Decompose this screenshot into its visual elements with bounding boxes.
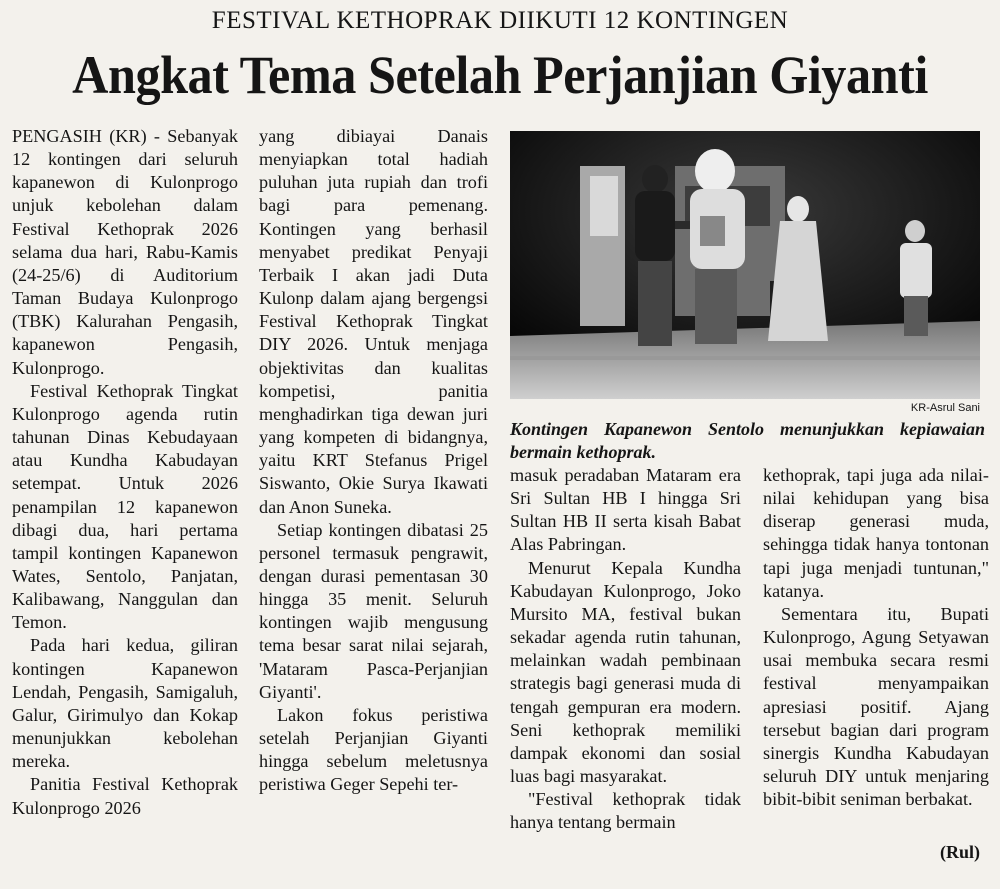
article-column-4 (763, 464, 989, 811)
paragraph: Festival Kethoprak Tingkat Kulonprogo agenda rutin tahunan Dinas Kebudayaan atau Kundha Kabudayan setempat. Untuk 2026 penampilan 12 kapanewon dibagi dua, hari pertama tampil kontingen Kapanewon Wates, Sentolo, Panjatan, Kalibawang, Nanggulan dan Temon. (12, 380, 238, 633)
paragraph: "Festival kethoprak tidak hanya tentang bermain (510, 789, 741, 833)
paragraph: yang dibiayai Danais menyiapkan total hadiah puluhan juta rupiah dan trofi bagi para pemenang. Kontingen yang berhasil menyabet predikat Penyaji Terbaik I akan jadi Duta Kulonp dalam ajang bergengsi Festival Kethoprak Tingkat DIY 2026. Untuk menjaga objektivitas dan kualitas kompetisi, panitia menghadirkan tiga dewan juri yang kompeten di bidangnya, yaitu KRT Stefanus Prigel Siswanto, Okie Surya Ikawati dan Anon Suneka. (259, 126, 488, 517)
paragraph: Menurut Kepala Kundha Kabudayan Kulonprogo, Joko Mursito MA, festival bukan sekadar agenda rutin tahunan, melainkan wadah pembinaan strategis bagi generasi muda di tengah gempuran era modern. Seni kethoprak memiliki dampak ekonomi dan sosial luas bagi masyarakat. (510, 557, 741, 787)
paragraph: masuk peradaban Mataram era Sri Sultan HB I hingga Sri Sultan HB II serta kisah Babat Alas Pabringan. (510, 465, 741, 555)
paragraph: Pada hari kedua, giliran kontingen Kapanewon Lendah, Pengasih, Samigaluh, Galur, Girimulyo dan Kokap menunjukkan kebolehan mereka. (12, 635, 238, 772)
stage-photo (510, 131, 980, 399)
stage-performance-image (510, 131, 980, 399)
article-column-2 (259, 125, 488, 797)
paragraph: Panitia Festival Kethoprak Kulonprogo 2026 (12, 774, 238, 818)
article-column-3 (510, 464, 741, 835)
paragraph: kethoprak, tapi juga ada nilai-nilai kehidupan yang bisa diserap generasi muda, sehingga tidak hanya tontonan tapi juga menjadi tuntunan," katanya. (763, 465, 989, 601)
paragraph: PENGASIH (KR) - Sebanyak 12 kontingen dari seluruh kapanewon di Kulonprogo unjuk kebolehan dalam Festival Kethoprak 2026 selama dua hari, Rabu-Kamis (24-25/6) di Auditorium Taman Budaya Kulonprogo (TBK) Kalurahan Pengasih, kapanewon Pengasih, Kulonprogo. (12, 126, 238, 378)
photo-caption: Kontingen Kapanewon Sentolo menunjukkan kepiawaian bermain kethoprak. (510, 419, 985, 462)
paragraph: Lakon fokus peristiwa setelah Perjanjian Giyanti hingga sebelum meletusnya peristiwa Geger Sepehi ter- (259, 704, 488, 795)
article-column-1 (12, 125, 238, 820)
article-headline: Angkat Tema Setelah Perjanjian Giyanti (72, 45, 928, 105)
photo-credit: KR-Asrul Sani (910, 402, 980, 414)
paragraph: Setiap kontingen dibatasi 25 personel termasuk pengrawit, dengan durasi pementasan 30 hingga 35 menit. Seluruh kontingen wajib mengusung tema besar sarat nilai sejarah, 'Mataram Pasca-Perjanjian Giyanti'. (259, 519, 488, 702)
paragraph: Sementara itu, Bupati Kulonprogo, Agung Setyawan usai membuka secara resmi festival menyampaikan apresiasi positif. Ajang tersebut bagian dari program sinergis Kundha Kabudayan seluruh DIY untuk menjaring bibit-bibit seniman berbakat. (763, 603, 989, 810)
article-kicker: FESTIVAL KETHOPRAK DIIKUTI 12 KONTINGEN (211, 7, 789, 34)
byline: (Rul) (940, 842, 980, 862)
